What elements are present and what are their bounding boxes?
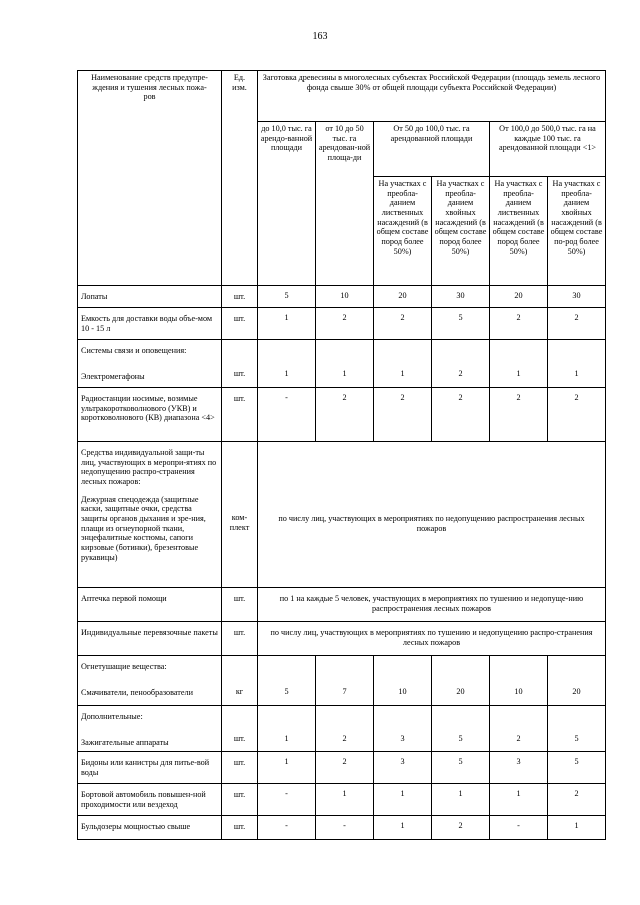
table-row-dressing-packages: [78, 622, 606, 656]
row-value: 30: [432, 286, 490, 308]
table-row-protective-gear: [78, 442, 606, 588]
resource-table: [77, 70, 606, 840]
table-row-water-container: [78, 308, 606, 340]
section-heading: Огнетушащие вещества:: [81, 662, 167, 671]
row-value: -: [258, 388, 316, 442]
row-name: Емкость для доставки воды объе-мом 10 - 15 л: [78, 308, 222, 340]
header-sub-4: От 100,0 до 500,0 тыс. га на каждые 100 тыс. га арендованной площади <1>: [490, 122, 606, 177]
row-value: 10: [374, 656, 432, 706]
header-sub-2: от 10 до 50 тыс. га арендован-ной площа-ди: [316, 122, 374, 286]
row-value: 1: [374, 816, 432, 840]
table-row-first-aid: [78, 588, 606, 622]
section-heading: Дополнительные:: [81, 712, 143, 721]
row-value: 3: [374, 706, 432, 752]
row-name-cell: [78, 340, 222, 388]
row-value: 5: [258, 286, 316, 308]
row-value: 2: [316, 752, 374, 784]
row-value: 2: [490, 388, 548, 442]
row-value: 2: [432, 816, 490, 840]
row-name: Аптечка первой помощи: [78, 588, 222, 622]
row-value: 1: [258, 340, 316, 388]
row-value: 7: [316, 656, 374, 706]
row-unit: шт.: [222, 752, 258, 784]
header-group-title: Заготовка древесины в многолесных субъектах Российской Федерации (площадь земель лесного фонда свыше 30% от общей площади субъекта Российской Федерации): [258, 71, 606, 122]
row-name-cell: [78, 442, 222, 588]
row-name-cell: [78, 656, 222, 706]
row-name: Дежурная спецодежда (защитные каски, защитные очки, средства защиты органов дыхания и зре-ния, плащи из огнеупорной ткани, энцефалитные костюмы, сапоги кирзовые (ботинки), брезентовые рукавицы): [81, 494, 206, 562]
row-value: 5: [548, 752, 606, 784]
row-value: 5: [432, 706, 490, 752]
row-name: Бортовой автомобиль повышен-ной проходимости или вездеход: [78, 784, 222, 816]
row-value: 2: [490, 706, 548, 752]
table-row-ignition-devices: [78, 706, 606, 752]
table-row-radio-stations: [78, 388, 606, 442]
header-row-1: [78, 71, 606, 122]
row-value: 2: [548, 308, 606, 340]
row-merged-value: по числу лиц, участвующих в мероприятиях по недопущению распространения лесных пожаров: [258, 442, 606, 588]
row-unit: шт.: [222, 588, 258, 622]
row-value: 1: [316, 784, 374, 816]
header-deciduous-a: На участках с преобла-данием лиственных насаждений (в общем составе пород более 50%): [374, 177, 432, 286]
row-value: 2: [490, 308, 548, 340]
row-value: 1: [490, 340, 548, 388]
row-value: 20: [432, 656, 490, 706]
row-unit: шт.: [222, 706, 258, 752]
table-row-shovels: [78, 286, 606, 308]
table-row-bulldozers: [78, 816, 606, 840]
row-merged-value: по 1 на каждые 5 человек, участвующих в мероприятиях по тушению и недопуще-нию распространения лесных пожаров: [258, 588, 606, 622]
row-value: 2: [432, 340, 490, 388]
header-coniferous-a: На участках с преобла-данием хвойных насаждений (в общем составе пород более 50%): [432, 177, 490, 286]
row-unit: шт.: [222, 308, 258, 340]
row-name: Бидоны или канистры для питье-вой воды: [78, 752, 222, 784]
table-row-wetting-agents: [78, 656, 606, 706]
row-value: 3: [374, 752, 432, 784]
row-unit: шт.: [222, 816, 258, 840]
section-heading: Системы связи и оповещения:: [81, 346, 187, 355]
row-value: 1: [548, 816, 606, 840]
row-value: 2: [374, 388, 432, 442]
row-unit: ком-плект: [222, 442, 258, 588]
row-value: 1: [258, 752, 316, 784]
row-name: Радиостанции носимые, возимые ультракоротковолнового (УКВ) и коротковолнового (КВ) диапазона <4>: [78, 388, 222, 442]
row-value: -: [490, 816, 548, 840]
row-value: 20: [490, 286, 548, 308]
row-name: Электромегафоны: [81, 371, 145, 381]
row-value: 1: [374, 340, 432, 388]
header-sub-3: От 50 до 100,0 тыс. га арендованной площади: [374, 122, 490, 177]
row-value: -: [258, 784, 316, 816]
row-value: 2: [316, 388, 374, 442]
row-value: 1: [258, 706, 316, 752]
row-value: 2: [316, 706, 374, 752]
row-value: 10: [316, 286, 374, 308]
row-value: 20: [548, 656, 606, 706]
row-name: Зажигательные аппараты: [81, 737, 169, 747]
row-unit: шт.: [222, 340, 258, 388]
row-value: 2: [432, 388, 490, 442]
row-unit: шт.: [222, 286, 258, 308]
row-unit: шт.: [222, 388, 258, 442]
table-row-vehicle: [78, 784, 606, 816]
header-coniferous-b: На участках с преобла-данием хвойных насаждений (в общем составе по-род более 50%): [548, 177, 606, 286]
row-value: 1: [548, 340, 606, 388]
header-col-name: Наименование средств предупре- ждения и тушения лесных пожа- ров: [78, 71, 222, 286]
row-value: -: [258, 816, 316, 840]
row-value: 2: [374, 308, 432, 340]
row-value: 3: [490, 752, 548, 784]
header-col-unit: Ед. изм.: [222, 71, 258, 286]
row-unit: шт.: [222, 622, 258, 656]
row-name: Лопаты: [78, 286, 222, 308]
row-value: 5: [432, 308, 490, 340]
row-value: 1: [258, 308, 316, 340]
row-value: 2: [316, 308, 374, 340]
row-value: 1: [432, 784, 490, 816]
row-merged-value: по числу лиц, участвующих в мероприятиях по тушению и недопущению распро-странения лесных пожаров: [258, 622, 606, 656]
row-name-cell: [78, 706, 222, 752]
row-value: 1: [490, 784, 548, 816]
row-value: 1: [374, 784, 432, 816]
row-value: 2: [548, 388, 606, 442]
row-name: Смачиватели, пенообразователи: [81, 687, 193, 697]
row-value: 5: [258, 656, 316, 706]
table-row-water-cans: [78, 752, 606, 784]
row-value: 5: [548, 706, 606, 752]
row-unit: шт.: [222, 784, 258, 816]
section-heading: Средства индивидуальной защи-ты лиц, участвующих в меропри-ятиях по недопущению распро-странения лесных пожаров:: [81, 448, 217, 487]
row-value: 5: [432, 752, 490, 784]
row-name: Индивидуальные перевязочные пакеты: [78, 622, 222, 656]
table-row-megaphones: [78, 340, 606, 388]
row-value: 20: [374, 286, 432, 308]
page-number: 163: [312, 31, 328, 42]
row-value: 10: [490, 656, 548, 706]
row-name: Бульдозеры мощностью свыше: [78, 816, 222, 840]
row-value: -: [316, 816, 374, 840]
row-value: 30: [548, 286, 606, 308]
row-value: 1: [316, 340, 374, 388]
header-sub-1: до 10,0 тыс. га арендо-ванной площади: [258, 122, 316, 286]
row-unit: кг: [222, 656, 258, 706]
row-value: 2: [548, 784, 606, 816]
header-deciduous-b: На участках с преобла-данием лиственных насаждений (в общем составе пород более 50%): [490, 177, 548, 286]
